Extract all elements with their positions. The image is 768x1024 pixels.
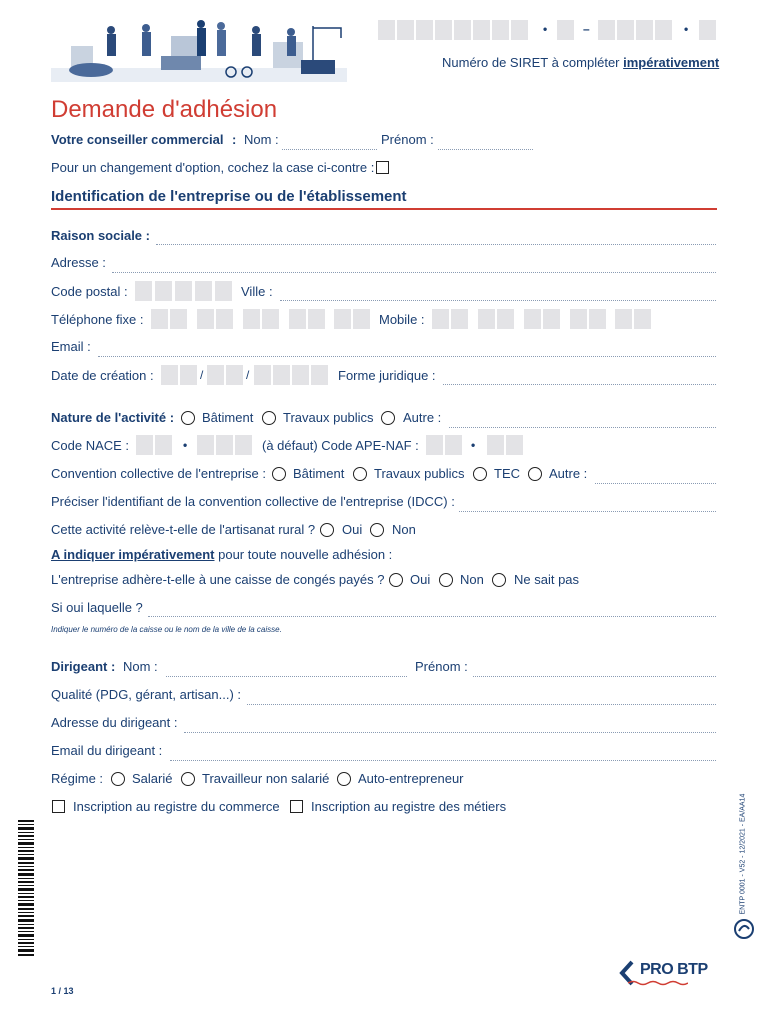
probtp-logo-text: PRO BTP [640, 961, 708, 978]
convention-batiment-label: Bâtiment [293, 466, 345, 481]
director-nom-label: Nom : [123, 659, 158, 674]
director-nom-field[interactable] [166, 676, 407, 677]
raison-sociale-label: Raison sociale : [51, 228, 150, 243]
laquelle-label: Si oui laquelle ? [51, 600, 143, 615]
ville-field[interactable] [280, 300, 716, 301]
qualite-field[interactable] [247, 704, 716, 705]
advisor-prenom-label: Prénom : [381, 132, 434, 147]
convention-tec-label: TEC [494, 466, 520, 481]
probtp-wave-icon [628, 980, 688, 986]
activity-autre-label: Autre : [403, 410, 442, 425]
artisanat-oui-label: Oui [342, 522, 363, 537]
conges-unknown-label: Ne sait pas [514, 572, 580, 587]
convention-tp-radio[interactable] [353, 467, 367, 481]
header-illustration [51, 16, 347, 84]
option-change-checkbox[interactable] [376, 161, 389, 174]
rc-checkbox[interactable] [52, 800, 65, 813]
artisanat-oui-radio[interactable] [320, 523, 334, 537]
convention-label: Convention collective de l'entreprise : [51, 466, 266, 481]
probtp-logo [618, 958, 718, 988]
advisor-label: Votre conseiller commercial [51, 132, 224, 147]
adresse-label: Adresse : [51, 255, 106, 270]
regime-auto-label: Auto-entrepreneur [358, 771, 464, 786]
idcc-label: Préciser l'identifiant de la convention collective de l'entreprise (IDCC) : [51, 494, 455, 509]
forme-juridique-label: Forme juridique : [338, 368, 436, 383]
siret-label [442, 55, 719, 71]
conges-oui-radio[interactable] [389, 573, 403, 587]
forme-juridique-field[interactable] [443, 384, 716, 385]
adresse-field[interactable] [112, 272, 716, 273]
advisor-colon: : [232, 132, 237, 147]
activity-batiment-label: Bâtiment [202, 410, 254, 425]
rm-label: Inscription au registre des métiers [311, 799, 507, 814]
convention-tec-radio[interactable] [473, 467, 487, 481]
idcc-field[interactable] [459, 511, 716, 512]
activity-tp-radio[interactable] [262, 411, 276, 425]
regime-tns-radio[interactable] [181, 772, 195, 786]
option-change-label: Pour un changement d'option, cochez la case ci-contre : [51, 160, 375, 175]
artisanat-non-radio[interactable] [370, 523, 384, 537]
page-title: Demande d'adhésion [51, 96, 278, 123]
laquelle-field[interactable] [148, 616, 716, 617]
advisor-prenom-field[interactable] [438, 149, 533, 150]
nace-label: Code NACE : [51, 438, 130, 453]
activity-batiment-radio[interactable] [181, 411, 195, 425]
advisor-nom-label: Nom : [244, 132, 279, 147]
ape-label: (à défaut) Code APE-NAF : [262, 438, 419, 453]
telephone-label: Téléphone fixe : [51, 312, 144, 327]
conges-oui-label: Oui [410, 572, 431, 587]
convention-batiment-radio[interactable] [272, 467, 286, 481]
conges-non-label: Non [460, 572, 484, 587]
section-divider [51, 208, 717, 210]
director-adresse-field[interactable] [184, 732, 716, 733]
date-creation-label: Date de création : [51, 368, 154, 383]
conges-non-radio[interactable] [439, 573, 453, 587]
advisor-nom-field[interactable] [282, 149, 377, 150]
conges-unknown-radio[interactable] [492, 573, 506, 587]
activity-autre-radio[interactable] [381, 411, 395, 425]
convention-autre-label: Autre : [549, 466, 588, 481]
regime-auto-radio[interactable] [337, 772, 351, 786]
rm-checkbox[interactable] [290, 800, 303, 813]
convention-tp-label: Travaux publics [374, 466, 465, 481]
mandatory-emphasis: A indiquer impérativement [51, 547, 215, 562]
regime-tns-label: Travailleur non salarié [202, 771, 330, 786]
mobile-label: Mobile : [379, 312, 425, 327]
director-email-field[interactable] [170, 760, 716, 761]
email-field[interactable] [98, 356, 716, 357]
ville-label: Ville : [241, 284, 273, 299]
form-reference-code: ENTP 0001 - V52 - 12/2021 - EA/AA14 [739, 793, 747, 915]
email-label: Email : [51, 339, 91, 354]
artisanat-label: Cette activité relève-t-elle de l'artisanat rural ? [51, 522, 316, 537]
code-postal-label: Code postal : [51, 284, 128, 299]
convention-autre-field[interactable] [595, 483, 716, 484]
director-email-label: Email du dirigeant : [51, 743, 163, 758]
director-label: Dirigeant : [51, 659, 116, 674]
activity-autre-field[interactable] [449, 427, 716, 428]
director-prenom-field[interactable] [473, 676, 716, 677]
mandatory-note [51, 547, 392, 563]
director-adresse-label: Adresse du dirigeant : [51, 715, 178, 730]
raison-sociale-field[interactable] [156, 244, 716, 245]
accessibility-icon [733, 918, 755, 940]
activity-tp-label: Travaux publics [283, 410, 374, 425]
siret-emphasis: impérativement [623, 55, 720, 70]
regime-label: Régime : [51, 771, 104, 786]
page-number: 1 / 13 [51, 986, 74, 996]
qualite-label: Qualité (PDG, gérant, artisan...) : [51, 687, 242, 702]
section-title: Identification de l'entreprise ou de l'établissement [51, 188, 407, 205]
mandatory-rest: pour toute nouvelle adhésion : [214, 547, 393, 562]
convention-autre-radio[interactable] [528, 467, 542, 481]
barcode [18, 820, 34, 956]
regime-salarie-label: Salarié [132, 771, 173, 786]
rc-label: Inscription au registre du commerce [73, 799, 280, 814]
conges-label: L'entreprise adhère-t-elle à une caisse de congés payés ? [51, 572, 385, 587]
caisse-hint: Indiquer le numéro de la caisse ou le nom de la ville de la caisse. [51, 625, 282, 634]
artisanat-non-label: Non [392, 522, 416, 537]
director-prenom-label: Prénom : [415, 659, 468, 674]
regime-salarie-radio[interactable] [111, 772, 125, 786]
activity-label: Nature de l'activité : [51, 410, 175, 425]
siret-label-text: Numéro de SIRET à compléter [442, 55, 624, 70]
